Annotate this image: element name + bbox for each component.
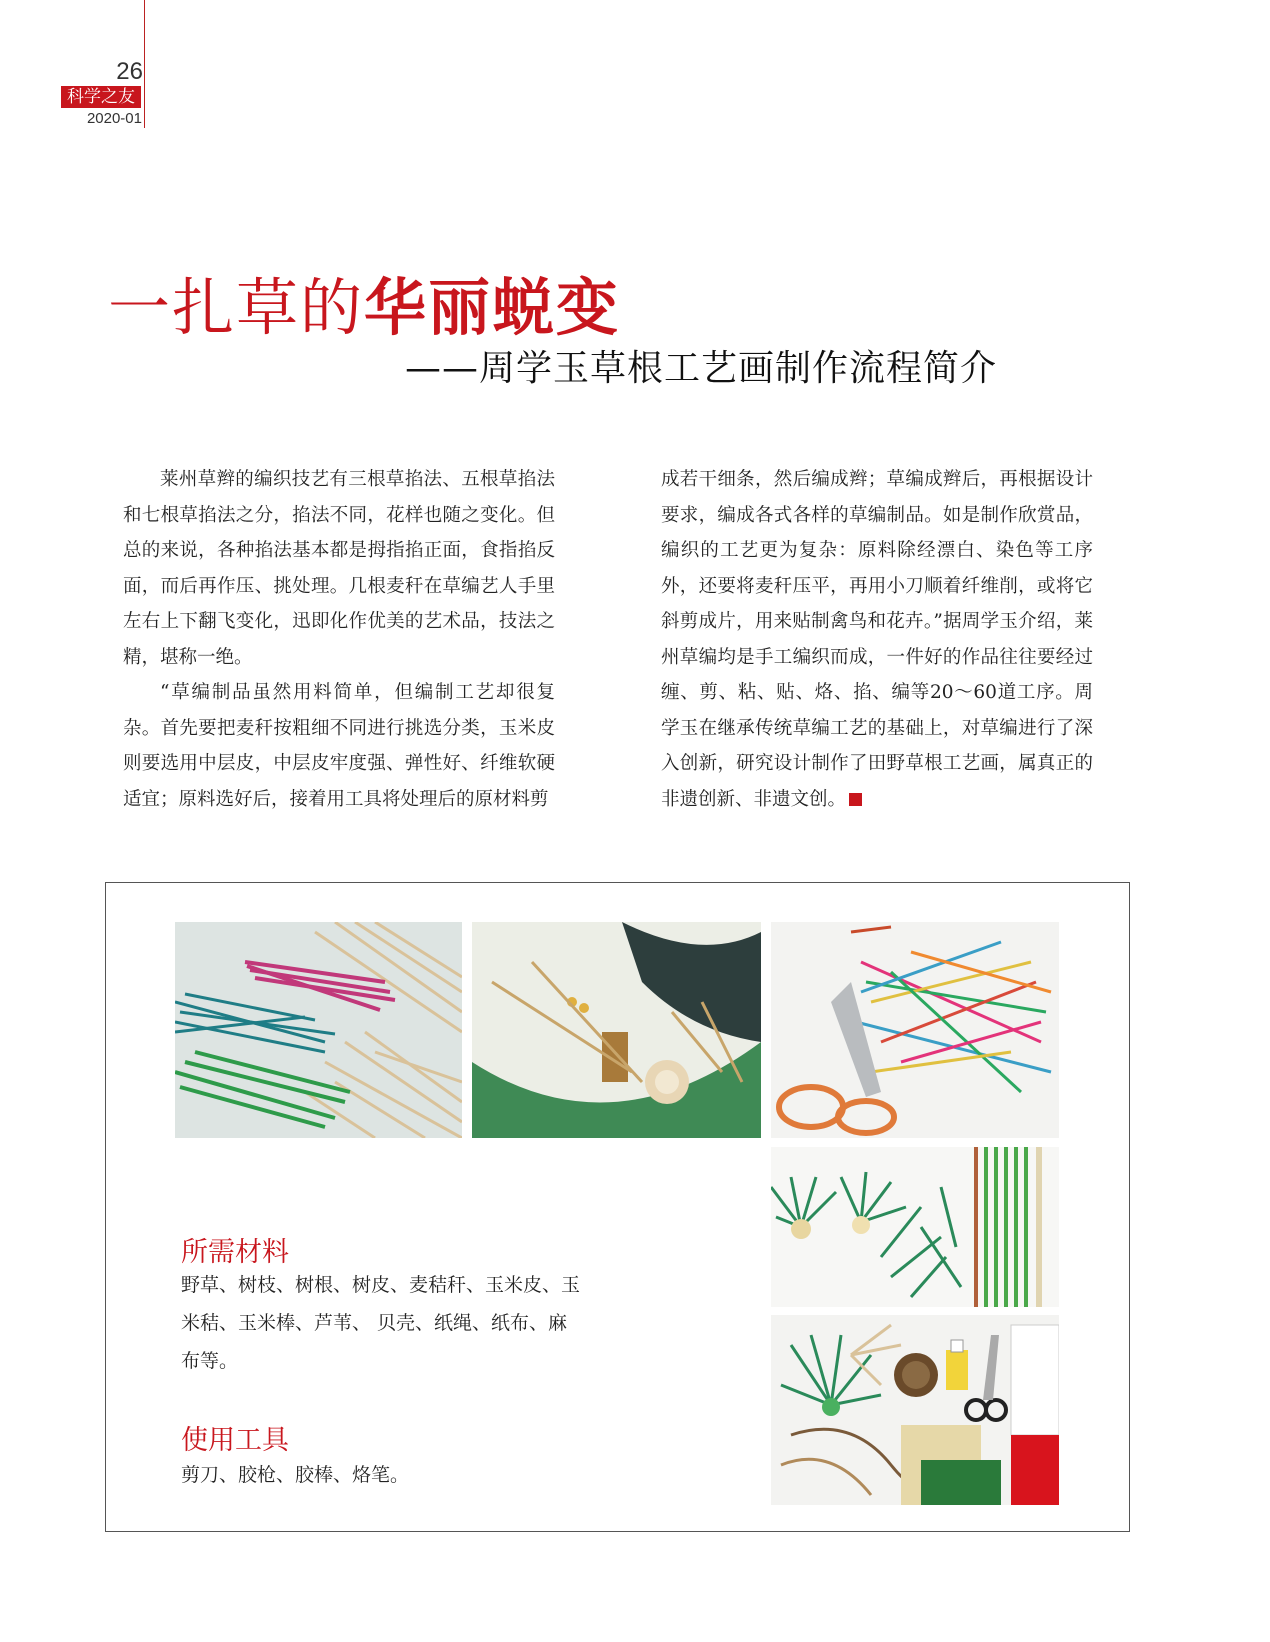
title-light: 一扎草的 bbox=[108, 271, 365, 344]
paragraph: 莱州草辫的编织技艺有三根草掐法、五根草掐法和七根草掐法之分，掐法不同，花样也随之变化。但总的来说，各种掐法基本都是拇指掐正面，食指掐反面，而后再作压、挑处理。几根麦秆在草编艺人手里左右上下翻飞变化，迅即化作优美的艺术品，技法之精，堪称一绝。 bbox=[123, 469, 555, 668]
photo-tools bbox=[771, 1315, 1059, 1505]
issue-date: 2020-01 bbox=[86, 110, 142, 127]
article-title bbox=[108, 258, 620, 347]
magazine-name: 科学之友 bbox=[61, 86, 141, 108]
photo-grass-wreath bbox=[472, 922, 761, 1138]
article-column-left bbox=[123, 462, 555, 817]
tools-list: 剪刀、胶枪、胶棒、烙笔。 bbox=[181, 1464, 410, 1486]
header-rule bbox=[144, 0, 145, 128]
tools-heading: 使用工具 bbox=[181, 1425, 289, 1456]
end-mark-icon bbox=[849, 793, 862, 806]
paragraph: “草编制品虽然用料简单，但编制工艺却很复杂。首先要把麦秆按粗细不同进行挑选分类，玉米皮则要选用中层皮，中层皮牢度强、弹性好、纤维软硬适宜；原料选好后，接着用工具将处理后的原材料剪 bbox=[123, 682, 555, 810]
page-number: 26 bbox=[116, 58, 143, 85]
article-column-right bbox=[661, 462, 1093, 817]
photo-dyed-straw bbox=[175, 922, 462, 1138]
materials-list: 野草、树枝、树根、树皮、麦秸秆、玉米皮、玉米秸、玉米棒、芦苇、 贝壳、纸绳、纸布、麻布等。 bbox=[181, 1274, 581, 1372]
paragraph-text: 成若干细条，然后编成辫；草编成辫后，再根据设计要求，编成各式各样的草编制品。如是制作欣赏品，编织的工艺更为复杂：原料除经漂白、染色等工序外，还要将麦秆压平，再用小刀顺着纤维削，或将它斜剪成片，用来贴制禽鸟和花卉。”据周学玉介绍，莱州草编均是手工编织而成，一件好的作品往往要经过缠、剪、粘、贴、烙、掐、编等20～60道工序。周学玉在继承传统草编工艺的基础上，对草编进行了深入创新，研究设计制作了田野草根工艺画，属真正的非遗创新、非遗文创。 bbox=[661, 469, 1093, 810]
photo-colored-strips bbox=[771, 922, 1059, 1138]
photo-green-fans bbox=[771, 1147, 1059, 1307]
title-bold: 华丽蜕变 bbox=[364, 271, 621, 344]
paragraph bbox=[661, 462, 1093, 817]
article-subtitle: ——周学玉草根工艺画制作流程简介 bbox=[405, 348, 998, 389]
materials-heading: 所需材料 bbox=[181, 1237, 289, 1268]
